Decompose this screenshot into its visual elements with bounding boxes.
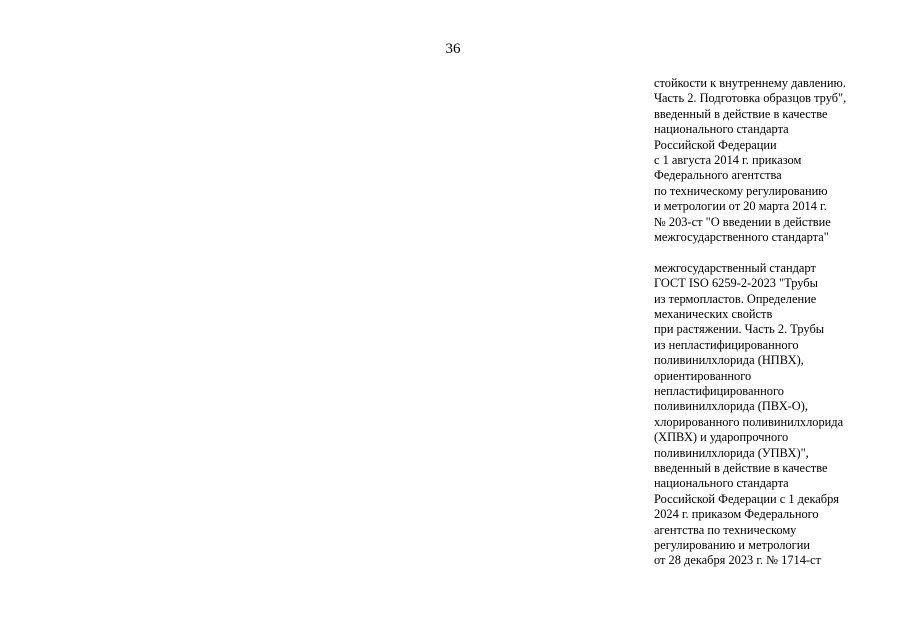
text-line: национального стандарта [654,476,789,491]
text-line: и метрологии от 20 марта 2014 г. [654,199,827,214]
text-line: хлорированного поливинилхлорида [654,414,844,429]
text-line: из непластифицированного [654,337,799,352]
text-line: № 203-ст "О введении в действие [654,214,831,229]
text-line: поливинилхлорида (ПВХ-О), [654,399,808,414]
text-line: Российской Федерации [654,137,777,152]
text-line: введенный в действие в качестве [654,106,828,121]
document-text-column [654,76,894,569]
text-line: ГОСТ ISO 6259-2-2023 "Трубы [654,276,818,291]
text-line: от 28 декабря 2023 г. № 1714-ст [654,553,821,568]
text-line: введенный в действие в качестве [654,460,828,475]
text-line: поливинилхлорида (УПВХ)", [654,445,809,460]
text-line: стойкости к внутреннему давлению. [654,76,846,90]
text-line: поливинилхлорида (НПВХ), [654,353,804,368]
text-line: межгосударственный стандарт [654,260,816,275]
text-line: с 1 августа 2014 г. приказом [654,152,802,167]
text-line: при растяжении. Часть 2. Трубы [654,322,825,337]
text-line: Федерального агентства [654,168,782,183]
text-line: из термопластов. Определение [654,291,817,306]
text-line: механических свойств [654,307,773,322]
paragraph-previous-standard-continuation [654,76,894,245]
text-line: ориентированного [654,368,752,383]
text-line: агентства по техническому [654,522,797,537]
text-line: межгосударственного стандарта" [654,229,829,244]
text-line: 2024 г. приказом Федерального [654,507,819,522]
paragraph-gost-iso-6259-2-2023 [654,261,894,569]
page-number: 36 [445,41,461,57]
text-line: по техническому регулированию [654,183,828,198]
text-line: (ХПВХ) и ударопрочного [654,430,789,445]
text-line: национального стандарта [654,122,789,137]
paragraph-spacer [654,245,894,261]
text-line: регулированию и метрологии [654,537,811,552]
text-line: Часть 2. Подготовка образцов труб", [654,91,847,106]
text-line: Российской Федерации с 1 декабря [654,491,839,506]
text-line: непластифицированного [654,384,784,399]
